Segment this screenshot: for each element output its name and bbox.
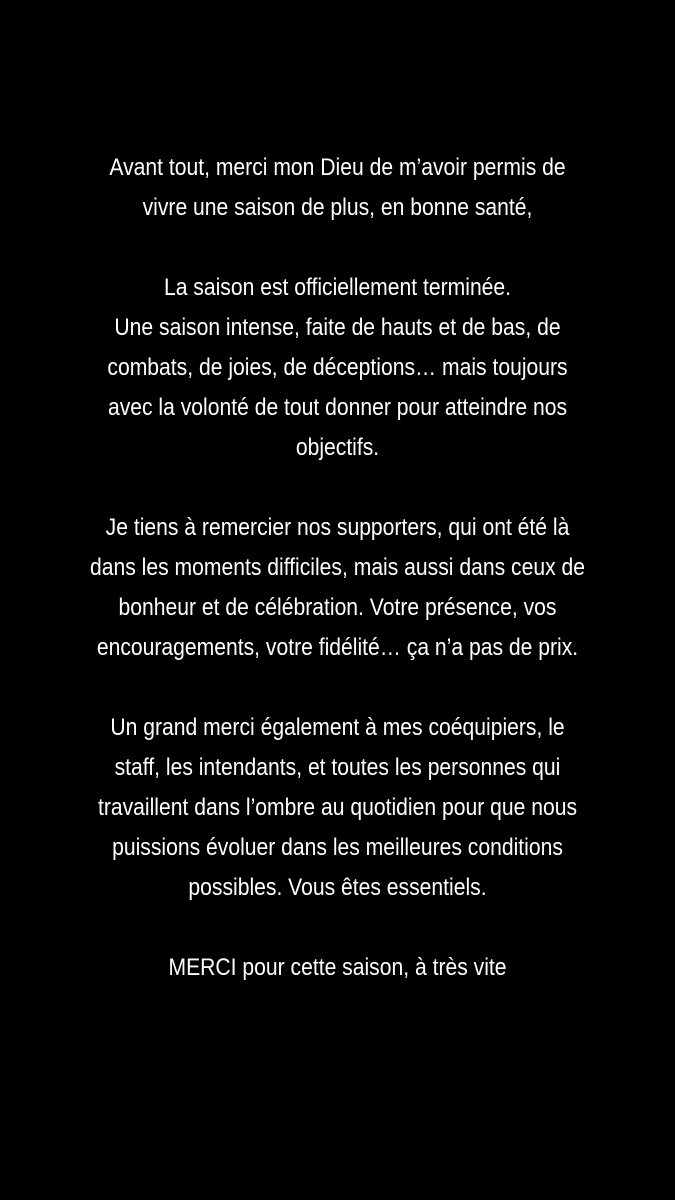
paragraph-spacer [58, 908, 617, 948]
paragraph-season-over [58, 268, 617, 468]
text-line: encouragements, votre fidélité… ça n’a pas de prix. [96, 634, 579, 661]
text-line: travaillent dans l’ombre au quotidien pour que nous [97, 794, 578, 821]
text-line: Une saison intense, faite de hauts et de bas, de [114, 314, 561, 341]
text-line: La saison est officiellement terminée. [163, 274, 512, 301]
paragraph-closing-thanks [58, 948, 617, 988]
paragraph-spacer [58, 668, 617, 708]
text-line: puissions évoluer dans les meilleures conditions [112, 834, 563, 861]
paragraph-thanks-god [58, 148, 617, 228]
paragraph-spacer [58, 468, 617, 508]
text-line: staff, les intendants, et toutes les personnes qui [114, 754, 561, 781]
text-line: avec la volonté de tout donner pour atteindre nos [107, 394, 568, 421]
text-line: combats, de joies, de déceptions… mais toujours [107, 354, 568, 381]
text-line: possibles. Vous êtes essentiels. [188, 874, 487, 901]
text-line: Je tiens à remercier nos supporters, qui ont été là [105, 514, 570, 541]
text-line: bonheur et de célébration. Votre présence, vos [118, 594, 557, 621]
text-line: vivre une saison de plus, en bonne santé, [142, 194, 533, 221]
paragraph-supporters [58, 508, 617, 668]
text-line: Avant tout, merci mon Dieu de m’avoir permis de [109, 154, 566, 181]
story-message [58, 148, 617, 988]
paragraph-spacer [58, 228, 617, 268]
paragraph-teammates-staff [58, 708, 617, 908]
text-line: dans les moments difficiles, mais aussi dans ceux de [90, 554, 586, 581]
text-line: MERCI pour cette saison, à très vite [168, 954, 507, 981]
text-line: Un grand merci également à mes coéquipiers, le [110, 714, 565, 741]
text-line: objectifs. [295, 434, 380, 461]
